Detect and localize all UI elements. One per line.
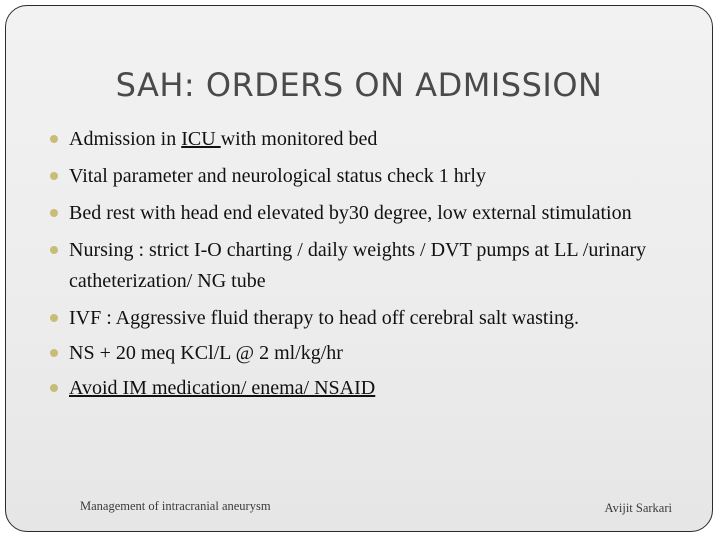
- bullet-item: [46, 303, 686, 334]
- bullet-dot-icon: [50, 246, 58, 254]
- bullet-dot-icon: [50, 384, 58, 392]
- bullet-item: [46, 338, 686, 369]
- bullet-item: [46, 235, 686, 297]
- bullet-text: NS + 20 meq KCl/L @ 2 ml/kg/hr: [69, 342, 343, 364]
- bullet-item: [46, 198, 686, 229]
- bullet-text: IVF : Aggressive fluid therapy to head off cerebral salt wasting.: [69, 307, 580, 329]
- bullet-item: [46, 373, 686, 404]
- bullet-text: Vital parameter and neurological status check 1 hrly: [69, 165, 486, 187]
- bullet-text: Nursing : strict I-O charting / daily weights / DVT pumps at LL /urinary catheterization/ NG tube: [69, 239, 647, 292]
- bullet-text-underlined: Avoid IM medication/ enema/ NSAID: [69, 377, 376, 399]
- bullet-dot-icon: [50, 172, 58, 180]
- slide-title: SAH: ORDERS ON ADMISSION: [115, 66, 603, 104]
- bullet-text: with monitored bed: [220, 128, 378, 150]
- bullet-item: [46, 161, 686, 192]
- bullet-dot-icon: [50, 135, 58, 143]
- bullet-dot-icon: [50, 314, 58, 322]
- bullet-list: [46, 124, 686, 408]
- bullet-text: Bed rest with head end elevated by30 degree, low external stimulation: [69, 202, 632, 224]
- footer-left: Management of intracranial aneurysm: [80, 499, 271, 513]
- bullet-dot-icon: [50, 209, 58, 217]
- bullet-dot-icon: [50, 349, 58, 357]
- bullet-item: [46, 124, 686, 155]
- slide: [5, 5, 713, 532]
- footer-right: Avijit Sarkari: [604, 501, 672, 515]
- bullet-text: Admission in: [69, 128, 182, 150]
- bullet-text-underlined: ICU: [181, 128, 221, 150]
